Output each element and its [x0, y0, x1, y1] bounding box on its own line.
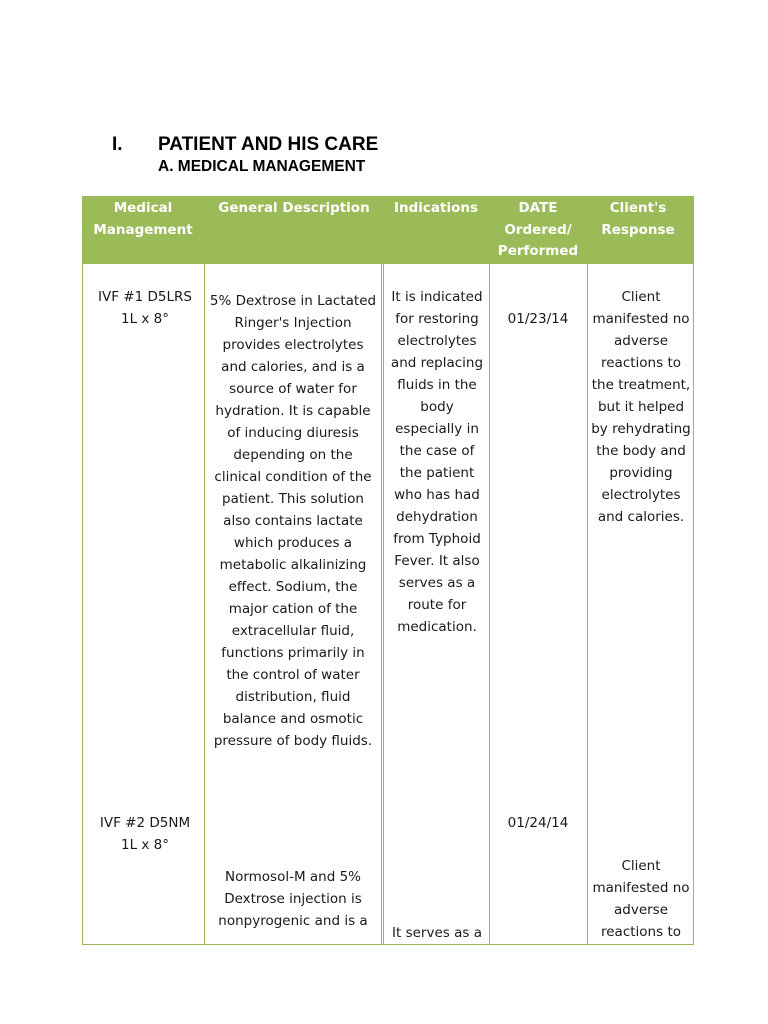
column-divider: [204, 264, 205, 944]
table-header-row: [83, 196, 693, 265]
row1-medication: IVF #1 D5LRS 1L x 8°: [98, 289, 192, 327]
header-general-description: General Description: [218, 200, 370, 216]
column-divider: [587, 264, 588, 944]
column-divider: [489, 264, 490, 944]
row1-indication: It is indicated for restoring electrolytes and replacing fluids in the body especially in the case of the patient who has had dehydration from Typhoid Fever. It also serves as a route for medication.: [390, 289, 484, 635]
row2-response: Client manifested no adverse reactions to: [592, 858, 690, 940]
row1-response: Client manifested no adverse reactions to the treatment, but it helped by rehydrating the body and providing electrolytes and calories.: [591, 289, 691, 525]
column-divider: [383, 264, 384, 944]
row1-date: 01/23/14: [507, 311, 569, 327]
row2-indication: It serves as a: [392, 925, 482, 941]
medical-management-table: [82, 196, 694, 945]
row2-description: Normosol-M and 5% Dextrose injection is nonpyrogenic and is a: [218, 869, 368, 929]
header-date: DATE Ordered/ Performed: [497, 200, 579, 259]
row1-description: 5% Dextrose in Lactated Ringer's Injection provides electrolytes and calories, and is a source of water for hydration. It is capable of inducing diuresis depending on the clinical condition of the patient. This solution also contains lactate which produces a metabolic alkalinizing effect. Sodium, the major cation of the extracellular fluid, functions primarily in the control of water distribution, fluid balance and osmotic pressure of body fluids.: [209, 293, 377, 749]
row2-date: 01/24/14: [507, 815, 569, 831]
section-heading-title: PATIENT AND HIS CARE: [158, 134, 379, 155]
header-indications: Indications: [393, 200, 479, 216]
header-response: Client's Response: [601, 200, 675, 238]
row2-medication: IVF #2 D5NM 1L x 8°: [99, 815, 191, 853]
section-heading-number: I.: [112, 134, 123, 155]
subsection-heading: A. MEDICAL MANAGEMENT: [158, 158, 366, 175]
header-medical-management: Medical Management: [93, 200, 193, 238]
column-divider: [381, 264, 382, 944]
